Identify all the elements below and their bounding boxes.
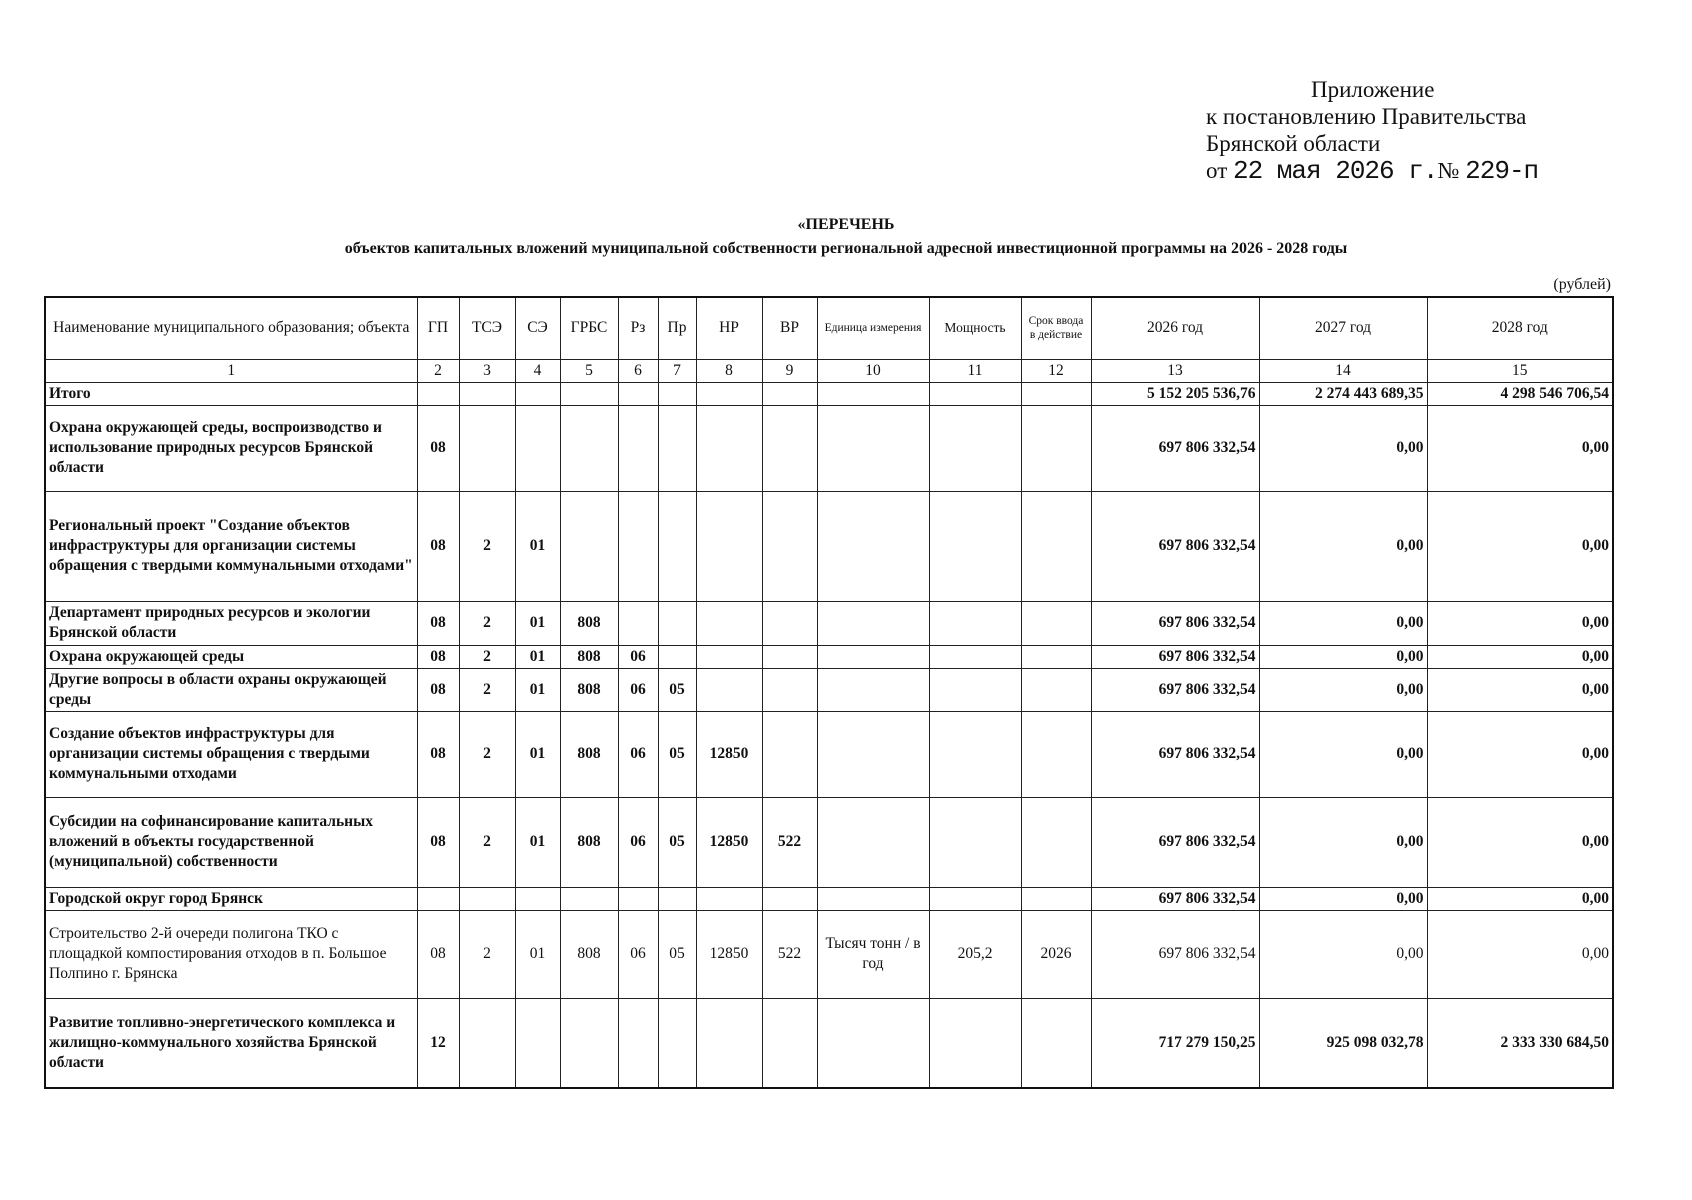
cell-se: 01	[515, 797, 560, 887]
cell-capacity	[929, 797, 1021, 887]
cell-term	[1021, 887, 1091, 910]
cell-rz	[618, 405, 658, 491]
appendix-line2: к постановлению Правительства	[1206, 104, 1527, 129]
cell-grbs: 808	[560, 645, 618, 668]
cell-grbs: 808	[560, 601, 618, 645]
table-row	[45, 601, 1613, 645]
cell-rz: 06	[618, 797, 658, 887]
cell-nr	[696, 382, 762, 405]
column-number: 15	[1427, 359, 1613, 382]
cell-nr	[696, 491, 762, 601]
column-header: ТСЭ	[459, 297, 515, 359]
document-subtitle: объектов капитальных вложений муниципальной собственности региональной адресной инвестиционной программы на 2026 - 2028 годы	[344, 240, 1348, 257]
cell-tse: 2	[459, 797, 515, 887]
cell-term	[1021, 645, 1091, 668]
appendix-line1: Приложение	[1311, 77, 1435, 102]
cell-unit	[817, 382, 929, 405]
cell-rz	[618, 491, 658, 601]
cell-y2028: 0,00	[1427, 645, 1613, 668]
table-row	[45, 797, 1613, 887]
cell-tse	[459, 998, 515, 1088]
cell-name: Развитие топливно-энергетического комплекса и жилищно-коммунального хозяйства Брянской области	[45, 998, 417, 1088]
column-number: 14	[1259, 359, 1427, 382]
cell-y2028: 0,00	[1427, 601, 1613, 645]
column-number: 13	[1091, 359, 1259, 382]
cell-tse: 2	[459, 910, 515, 998]
cell-gp: 08	[417, 711, 459, 797]
cell-se: 01	[515, 668, 560, 711]
cell-capacity: 205,2	[929, 910, 1021, 998]
number-value: 229-п	[1465, 156, 1539, 186]
column-number: 7	[658, 359, 696, 382]
cell-y2026: 697 806 332,54	[1091, 797, 1259, 887]
cell-se: 01	[515, 491, 560, 601]
cell-grbs	[560, 998, 618, 1088]
cell-nr	[696, 405, 762, 491]
column-number: 6	[618, 359, 658, 382]
cell-capacity	[929, 711, 1021, 797]
table-row	[45, 491, 1613, 601]
column-header: 2028 год	[1427, 297, 1613, 359]
cell-gp: 08	[417, 797, 459, 887]
units-label: (рублей)	[1553, 276, 1611, 293]
cell-rz	[618, 382, 658, 405]
cell-vr: 522	[762, 910, 817, 998]
cell-pr	[658, 998, 696, 1088]
cell-grbs: 808	[560, 910, 618, 998]
cell-se: 01	[515, 910, 560, 998]
column-number-row	[45, 359, 1613, 382]
cell-unit	[817, 998, 929, 1088]
investment-table	[44, 296, 1614, 1089]
cell-y2027: 925 098 032,78	[1259, 998, 1427, 1088]
column-header: 2027 год	[1259, 297, 1427, 359]
cell-unit	[817, 645, 929, 668]
cell-se: 01	[515, 711, 560, 797]
cell-unit: Тысяч тонн / в год	[817, 910, 929, 998]
column-number: 5	[560, 359, 618, 382]
cell-unit	[817, 797, 929, 887]
cell-y2027: 0,00	[1259, 910, 1427, 998]
cell-name: Другие вопросы в области охраны окружающей среды	[45, 668, 417, 711]
cell-rz: 06	[618, 910, 658, 998]
cell-se: 01	[515, 645, 560, 668]
table-row	[45, 382, 1613, 405]
cell-term	[1021, 601, 1091, 645]
cell-rz: 06	[618, 645, 658, 668]
cell-y2027: 0,00	[1259, 491, 1427, 601]
appendix-block	[1206, 76, 1538, 185]
cell-term	[1021, 491, 1091, 601]
cell-y2028: 0,00	[1427, 668, 1613, 711]
cell-y2028: 0,00	[1427, 887, 1613, 910]
cell-unit	[817, 887, 929, 910]
cell-y2027: 0,00	[1259, 797, 1427, 887]
cell-vr	[762, 382, 817, 405]
cell-pr: 05	[658, 668, 696, 711]
cell-y2028: 2 333 330 684,50	[1427, 998, 1613, 1088]
cell-y2027: 0,00	[1259, 645, 1427, 668]
cell-tse	[459, 887, 515, 910]
cell-nr: 12850	[696, 797, 762, 887]
table-row	[45, 711, 1613, 797]
table-row	[45, 910, 1613, 998]
cell-y2028: 0,00	[1427, 491, 1613, 601]
cell-y2026: 697 806 332,54	[1091, 910, 1259, 998]
cell-pr: 05	[658, 711, 696, 797]
column-number: 12	[1021, 359, 1091, 382]
cell-y2026: 697 806 332,54	[1091, 668, 1259, 711]
cell-grbs	[560, 887, 618, 910]
cell-tse: 2	[459, 711, 515, 797]
cell-vr	[762, 645, 817, 668]
cell-name: Городской округ город Брянск	[45, 887, 417, 910]
cell-grbs	[560, 382, 618, 405]
cell-y2026: 697 806 332,54	[1091, 711, 1259, 797]
cell-pr	[658, 405, 696, 491]
cell-tse: 2	[459, 601, 515, 645]
column-number: 3	[459, 359, 515, 382]
document-title: «ПЕРЕЧЕНЬ	[797, 216, 895, 233]
cell-tse: 2	[459, 668, 515, 711]
cell-pr: 05	[658, 797, 696, 887]
cell-unit	[817, 711, 929, 797]
cell-gp: 08	[417, 645, 459, 668]
cell-y2027: 0,00	[1259, 601, 1427, 645]
column-number: 8	[696, 359, 762, 382]
cell-vr	[762, 601, 817, 645]
cell-gp: 08	[417, 601, 459, 645]
column-header: Рз	[618, 297, 658, 359]
cell-pr	[658, 645, 696, 668]
cell-rz: 06	[618, 668, 658, 711]
cell-y2027: 0,00	[1259, 887, 1427, 910]
cell-capacity	[929, 491, 1021, 601]
cell-name: Субсидии на софинансирование капитальных вложений в объекты государственной (муниципальной) собственности	[45, 797, 417, 887]
cell-nr	[696, 601, 762, 645]
cell-vr: 522	[762, 797, 817, 887]
cell-name: Региональный проект "Создание объектов инфраструктуры для организации системы обращения с твердыми коммунальными отходами"	[45, 491, 417, 601]
cell-y2027: 0,00	[1259, 711, 1427, 797]
cell-unit	[817, 601, 929, 645]
cell-unit	[817, 668, 929, 711]
cell-y2026: 717 279 150,25	[1091, 998, 1259, 1088]
cell-se: 01	[515, 601, 560, 645]
cell-capacity	[929, 601, 1021, 645]
cell-nr: 12850	[696, 711, 762, 797]
table-row	[45, 887, 1613, 910]
appendix-line3: Брянской области	[1206, 131, 1381, 156]
cell-term	[1021, 382, 1091, 405]
column-header: Срок ввода в действие	[1021, 297, 1091, 359]
cell-capacity	[929, 405, 1021, 491]
column-header: 2026 год	[1091, 297, 1259, 359]
cell-capacity	[929, 998, 1021, 1088]
date-value: 22 мая 2026 г.	[1233, 156, 1438, 186]
table-row	[45, 645, 1613, 668]
column-header: Пр	[658, 297, 696, 359]
cell-tse	[459, 405, 515, 491]
cell-gp: 12	[417, 998, 459, 1088]
cell-term	[1021, 668, 1091, 711]
cell-gp	[417, 382, 459, 405]
cell-y2027: 0,00	[1259, 668, 1427, 711]
column-number: 4	[515, 359, 560, 382]
cell-vr	[762, 998, 817, 1088]
date-prefix: от	[1206, 158, 1228, 183]
cell-gp: 08	[417, 910, 459, 998]
cell-capacity	[929, 668, 1021, 711]
cell-y2026: 697 806 332,54	[1091, 645, 1259, 668]
cell-y2028: 0,00	[1427, 405, 1613, 491]
cell-term	[1021, 711, 1091, 797]
cell-se	[515, 998, 560, 1088]
appendix-date-line	[1206, 157, 1538, 185]
cell-gp	[417, 887, 459, 910]
cell-nr	[696, 645, 762, 668]
cell-term	[1021, 797, 1091, 887]
cell-se	[515, 405, 560, 491]
cell-y2026: 697 806 332,54	[1091, 887, 1259, 910]
cell-nr	[696, 998, 762, 1088]
cell-se	[515, 382, 560, 405]
cell-name: Охрана окружающей среды	[45, 645, 417, 668]
cell-grbs	[560, 491, 618, 601]
cell-y2026: 5 152 205 536,76	[1091, 382, 1259, 405]
cell-term	[1021, 998, 1091, 1088]
column-header: ВР	[762, 297, 817, 359]
number-prefix: №	[1437, 158, 1460, 183]
cell-gp: 08	[417, 491, 459, 601]
column-number: 2	[417, 359, 459, 382]
cell-grbs	[560, 405, 618, 491]
cell-pr	[658, 491, 696, 601]
column-header: Единица измерения	[817, 297, 929, 359]
cell-vr	[762, 491, 817, 601]
cell-y2027: 2 274 443 689,35	[1259, 382, 1427, 405]
cell-grbs: 808	[560, 668, 618, 711]
cell-capacity	[929, 887, 1021, 910]
cell-rz	[618, 887, 658, 910]
header-row	[45, 297, 1613, 359]
cell-name: Строительство 2-й очереди полигона ТКО с площадкой компостирования отходов в п. Большое Полпино г. Брянска	[45, 910, 417, 998]
cell-y2028: 0,00	[1427, 711, 1613, 797]
cell-y2028: 4 298 546 706,54	[1427, 382, 1613, 405]
cell-pr: 05	[658, 910, 696, 998]
cell-nr	[696, 668, 762, 711]
cell-se	[515, 887, 560, 910]
column-header: ГРБС	[560, 297, 618, 359]
cell-unit	[817, 405, 929, 491]
cell-vr	[762, 405, 817, 491]
cell-y2028: 0,00	[1427, 910, 1613, 998]
cell-name: Итого	[45, 382, 417, 405]
cell-grbs: 808	[560, 797, 618, 887]
cell-y2026: 697 806 332,54	[1091, 601, 1259, 645]
cell-tse	[459, 382, 515, 405]
cell-name: Охрана окружающей среды, воспроизводство и использование природных ресурсов Брянской области	[45, 405, 417, 491]
column-header: Наименование муниципального образования; объекта	[45, 297, 417, 359]
cell-vr	[762, 887, 817, 910]
cell-tse: 2	[459, 491, 515, 601]
table-row	[45, 998, 1613, 1088]
table-row	[45, 405, 1613, 491]
cell-y2027: 0,00	[1259, 405, 1427, 491]
cell-unit	[817, 491, 929, 601]
cell-gp: 08	[417, 405, 459, 491]
cell-pr	[658, 382, 696, 405]
cell-term: 2026	[1021, 910, 1091, 998]
cell-grbs: 808	[560, 711, 618, 797]
cell-capacity	[929, 645, 1021, 668]
cell-rz: 06	[618, 711, 658, 797]
column-header: СЭ	[515, 297, 560, 359]
column-number: 10	[817, 359, 929, 382]
column-number: 9	[762, 359, 817, 382]
column-number: 1	[45, 359, 417, 382]
cell-pr	[658, 601, 696, 645]
cell-pr	[658, 887, 696, 910]
cell-nr	[696, 887, 762, 910]
cell-gp: 08	[417, 668, 459, 711]
cell-y2028: 0,00	[1427, 797, 1613, 887]
cell-rz	[618, 998, 658, 1088]
table-row	[45, 668, 1613, 711]
cell-name: Создание объектов инфраструктуры для организации системы обращения с твердыми коммунальными отходами	[45, 711, 417, 797]
cell-name: Департамент природных ресурсов и экологии Брянской области	[45, 601, 417, 645]
cell-y2026: 697 806 332,54	[1091, 491, 1259, 601]
cell-term	[1021, 405, 1091, 491]
column-header: НР	[696, 297, 762, 359]
column-header: Мощность	[929, 297, 1021, 359]
cell-vr	[762, 668, 817, 711]
column-header: ГП	[417, 297, 459, 359]
cell-tse: 2	[459, 645, 515, 668]
column-number: 11	[929, 359, 1021, 382]
cell-rz	[618, 601, 658, 645]
cell-capacity	[929, 382, 1021, 405]
cell-nr: 12850	[696, 910, 762, 998]
cell-y2026: 697 806 332,54	[1091, 405, 1259, 491]
cell-vr	[762, 711, 817, 797]
